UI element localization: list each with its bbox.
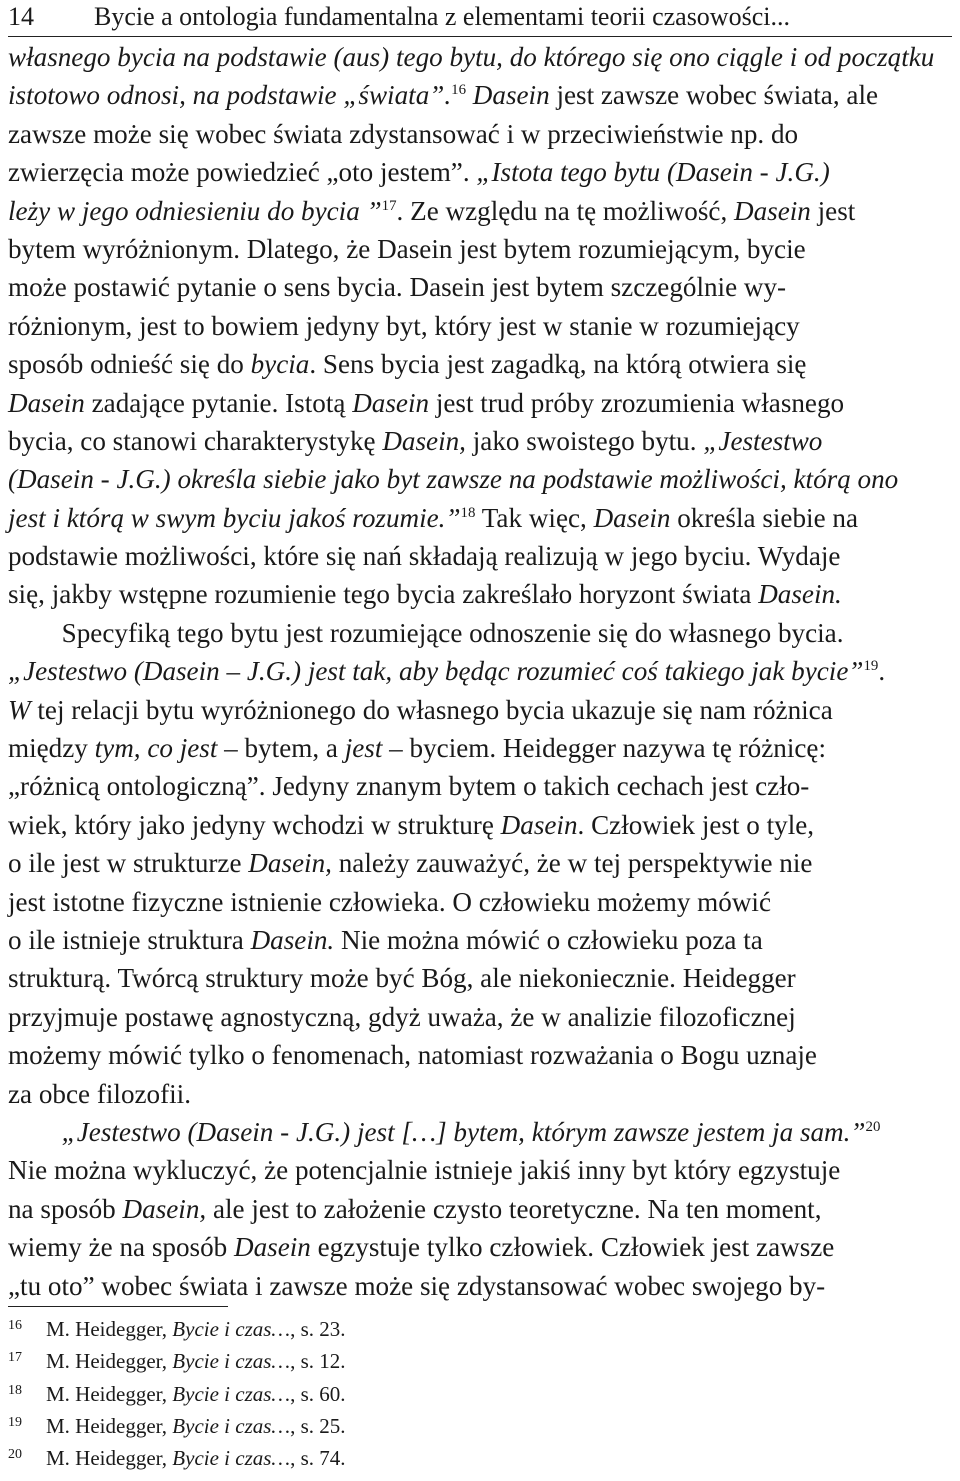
footnotes bbox=[8, 1313, 608, 1474]
page-number: 14 bbox=[8, 2, 34, 31]
text-line-20: „różnicą ontologiczną”. Jedyny znanym bytem o takich cechach jest czło- bbox=[8, 771, 810, 802]
text-span: „Jestestwo (Dasein - J.G.) jest […] bytem, którym zawsze jestem ja sam.” bbox=[61, 1116, 866, 1147]
text-span: jest i którą w swym byciu jakoś rozumie.” bbox=[8, 502, 461, 533]
text-span: Dasein. bbox=[250, 924, 335, 955]
footnote-18: 18 M. Heidegger, Bycie i czas…, s. 60. bbox=[8, 1381, 346, 1406]
footnote-page: , s. 12. bbox=[290, 1349, 346, 1374]
text-line-25: strukturą. Twórcą struktury może być Bóg, ale niekoniecznie. Heidegger bbox=[8, 963, 796, 994]
footnote-title: Bycie i czas… bbox=[172, 1446, 291, 1471]
text-span: W bbox=[8, 694, 31, 725]
text-span: jest bbox=[810, 195, 856, 226]
footnote-20: 20 M. Heidegger, Bycie i czas…, s. 74. bbox=[8, 1446, 346, 1471]
text-line-17 bbox=[8, 652, 952, 690]
text-line-23: jest istotne fizyczne istnienie człowieka. O człowieku możemy mówić bbox=[8, 886, 772, 917]
text-span: . Człowiek jest o tyle, bbox=[577, 809, 815, 840]
footnote-title: Bycie i czas… bbox=[172, 1317, 291, 1341]
text-span: na sposób bbox=[8, 1193, 123, 1224]
text-span: „Jestestwo (Dasein – J.G.) jest tak, aby będąc rozumieć coś takiego jak bycie” bbox=[8, 656, 864, 687]
text-line-15 bbox=[8, 575, 952, 613]
text-span: Dasein bbox=[8, 387, 85, 418]
text-span: o ile jest w strukturze bbox=[8, 848, 249, 879]
text-span: Dasein. bbox=[758, 579, 842, 610]
text-span: Specyfiką tego bytu jest rozumiejące odnoszenie się do własnego bycia. bbox=[61, 617, 844, 648]
running-title: Bycie a ontologia fundamentalna z elementami teorii czasowości... bbox=[94, 2, 790, 31]
text-line-31 bbox=[8, 1190, 952, 1228]
text-span: Dasein bbox=[500, 809, 578, 840]
text-span: „Istota tego bytu (Dasein - J.G.) bbox=[476, 157, 830, 188]
text-span: jest trud próby zrozumienia własnego bbox=[429, 387, 845, 418]
footnote-ref-17: 17 bbox=[381, 197, 397, 214]
text-span: o ile istnieje struktura bbox=[8, 924, 251, 955]
text-span: . Sens bycia jest zagadką, na którą otwiera się bbox=[309, 349, 807, 380]
text-span: Dasein, bbox=[248, 848, 332, 879]
text-line-24 bbox=[8, 921, 952, 959]
footnote-17: 17 M. Heidegger, Bycie i czas…, s. 12. bbox=[8, 1349, 346, 1374]
text-line-32 bbox=[8, 1228, 952, 1266]
running-header bbox=[8, 2, 952, 37]
text-span: bycia bbox=[250, 349, 310, 380]
text-line-10 bbox=[8, 384, 952, 422]
text-line-2 bbox=[8, 76, 952, 114]
text-span: – bytem, a bbox=[217, 733, 345, 764]
text-line-13 bbox=[8, 499, 952, 537]
text-span: egzystuje tylko człowiek. Człowiek jest zawsze bbox=[310, 1232, 835, 1263]
text-line-11 bbox=[8, 422, 952, 460]
footnote-title: Bycie i czas… bbox=[172, 1413, 291, 1438]
text-line-7: może postawić pytanie o sens bycia. Dasein jest bytem szczególnie wy- bbox=[8, 272, 787, 303]
footnote-title: Bycie i czas… bbox=[172, 1381, 291, 1406]
text-span: jest zawsze wobec świata, ale bbox=[549, 80, 879, 111]
footnote-author: M. Heidegger, bbox=[46, 1317, 173, 1341]
footnote-author: M. Heidegger, bbox=[46, 1446, 173, 1471]
text-span: bycia, co stanowi charakterystykę bbox=[8, 425, 383, 456]
footnote-16: 16 M. Heidegger, Bycie i czas…, s. 23. bbox=[8, 1317, 346, 1341]
text-span: tej relacji bytu wyróżnionego do własnego bycia ukazuje się nam różnica bbox=[30, 694, 833, 725]
footnote-divider bbox=[8, 1306, 228, 1307]
footnote-title: Bycie i czas… bbox=[172, 1349, 291, 1374]
text-line-21 bbox=[8, 806, 952, 844]
text-span: zadające pytanie. Istotą bbox=[84, 387, 353, 418]
text-span: jest bbox=[344, 733, 383, 764]
footnote-19: 19 M. Heidegger, Bycie i czas…, s. 25. bbox=[8, 1413, 346, 1438]
text-span: się, jakby wstępne rozumienie tego bycia zakreślało horyzont świata bbox=[8, 579, 759, 610]
text-line-33: „tu oto” wobec świata i zawsze może się zdystansować wobec swojego by- bbox=[8, 1270, 826, 1301]
text-line-16 bbox=[8, 614, 952, 652]
footnote-ref-20: 20 bbox=[865, 1118, 881, 1135]
text-span: „Jestestwo bbox=[703, 425, 823, 456]
footnote-ref-16: 16 bbox=[451, 82, 467, 99]
text-span: Dasein, bbox=[382, 425, 466, 456]
text-span: . Ze względu na tę możliwość, bbox=[396, 195, 735, 226]
text-span: (Dasein - J.G.) określa siebie jako byt zawsze na podstawie możliwości, którą ono bbox=[8, 464, 899, 495]
footnote-ref-18: 18 bbox=[460, 504, 476, 521]
text-line-3: zawsze może się wobec świata zdystansować i w przeciwieństwie np. do bbox=[8, 118, 799, 149]
text-span: Dasein bbox=[734, 195, 811, 226]
footnote-author: M. Heidegger, bbox=[46, 1413, 173, 1438]
footnote-page: , s. 74. bbox=[290, 1446, 346, 1471]
text-span: sposób odnieść się do bbox=[8, 349, 251, 380]
text-line-26: przyjmuje postawę agnostyczną, gdyż uważa, że w analizie filozoficznej bbox=[8, 1001, 796, 1032]
text-span: leży w jego odniesieniu do bycia ” bbox=[8, 195, 382, 226]
text-span: należy zauważyć, że w tej perspektywie nie bbox=[331, 848, 813, 879]
text-span: istotowo odnosi, na podstawie „świata”. bbox=[8, 80, 452, 111]
text-line-4 bbox=[8, 153, 952, 191]
text-line-27: możemy mówić tylko o fenomenach, natomiast rozważania o Bogu uznaje bbox=[8, 1040, 817, 1071]
footnote-page: , s. 23. bbox=[290, 1317, 346, 1341]
text-line-14: podstawie możliwości, które się nań składają realizują w jego byciu. Wydaje bbox=[8, 541, 841, 572]
footnote-author: M. Heidegger, bbox=[46, 1349, 173, 1374]
text-span: ale jest to założenie czysto teoretyczne. Na ten moment, bbox=[206, 1193, 822, 1224]
text-line-6: bytem wyróżnionym. Dlatego, że Dasein jest bytem rozumiejącym, bycie bbox=[8, 233, 806, 264]
text-line-18 bbox=[8, 691, 952, 729]
body-text bbox=[8, 38, 958, 1305]
text-span: Dasein bbox=[466, 80, 550, 111]
text-span: zwierzęcia może powiedzieć „oto jestem”. bbox=[8, 157, 477, 188]
text-span: Nie można mówić o człowieku poza ta bbox=[334, 924, 763, 955]
text-line-8: różnionym, jest to bowiem jedyny byt, który jest w stanie w rozumiejący bbox=[8, 310, 800, 341]
text-span: tym, co jest bbox=[94, 733, 218, 764]
text-span: własnego bycia na podstawie (aus) tego bytu, do którego się ono ciągle i od początku bbox=[8, 42, 935, 72]
text-line-12 bbox=[8, 460, 952, 498]
footnote-author: M. Heidegger, bbox=[46, 1381, 173, 1406]
text-span: wiemy że na sposób bbox=[8, 1232, 235, 1263]
text-line-22 bbox=[8, 844, 952, 882]
text-line-30: Nie można wykluczyć, że potencjalnie istnieje jakiś inny byt który egzystuje bbox=[8, 1155, 841, 1186]
text-span: między bbox=[8, 733, 95, 764]
text-span: Dasein bbox=[352, 387, 430, 418]
text-line-9 bbox=[8, 345, 952, 383]
footnote-page: , s. 60. bbox=[290, 1381, 346, 1406]
text-span: Dasein bbox=[593, 502, 671, 533]
text-span: Tak więc, bbox=[475, 502, 594, 533]
text-line-5 bbox=[8, 192, 952, 230]
text-line-29 bbox=[8, 1113, 952, 1151]
text-line-19 bbox=[8, 729, 952, 767]
text-span: – byciem. Heidegger nazywa tę różnicę: bbox=[382, 733, 826, 764]
text-span: . bbox=[878, 656, 886, 687]
text-line-28: za obce filozofii. bbox=[8, 1078, 192, 1109]
text-span: Dasein bbox=[234, 1232, 311, 1263]
footnote-ref-19: 19 bbox=[863, 658, 879, 675]
text-span: jako swoistego bytu. bbox=[465, 425, 704, 456]
text-span: określa siebie na bbox=[670, 502, 858, 533]
footnote-page: , s. 25. bbox=[290, 1413, 346, 1438]
text-line-1 bbox=[8, 38, 952, 76]
text-span: Dasein, bbox=[122, 1193, 207, 1224]
text-span: wiek, który jako jedyny wchodzi w strukturę bbox=[8, 809, 501, 840]
